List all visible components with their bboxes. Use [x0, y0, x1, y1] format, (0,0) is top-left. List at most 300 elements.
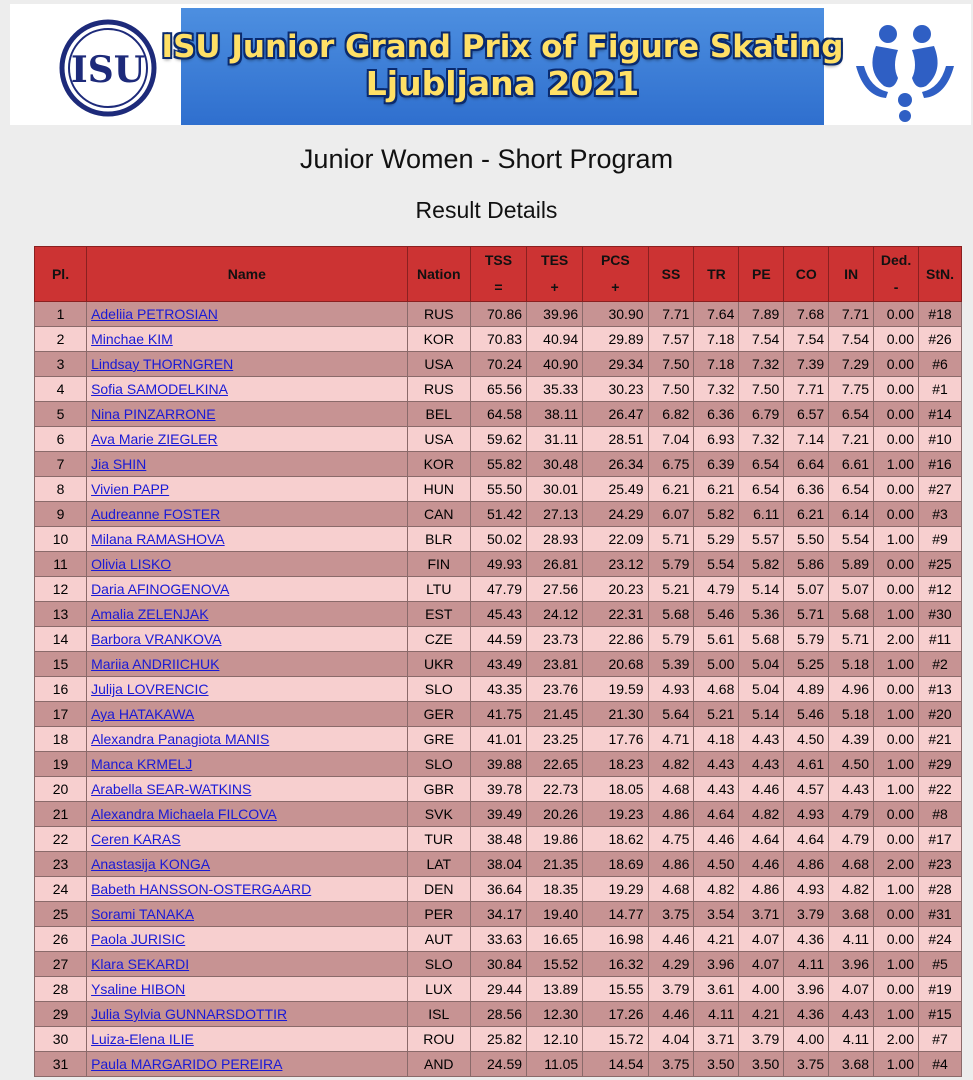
- cell-ss: 7.50: [648, 352, 694, 377]
- cell-name: [87, 627, 408, 652]
- table-row: [35, 427, 962, 452]
- col-header-nation: Nation: [407, 247, 470, 302]
- cell-tss: 39.49: [470, 802, 526, 827]
- cell-nation: USA: [407, 352, 470, 377]
- cell-pcs: 29.89: [583, 327, 648, 352]
- cell-tss: 36.64: [470, 877, 526, 902]
- col-header-tss-sub: =: [494, 279, 503, 295]
- event-title: Junior Women - Short Program: [299, 144, 674, 174]
- cell-ded: 1.00: [874, 527, 919, 552]
- cell-place: 23: [35, 852, 87, 877]
- cell-stn: #4: [919, 1052, 962, 1077]
- cell-place: 3: [35, 352, 87, 377]
- cell-name: [87, 752, 408, 777]
- cell-pcs: 14.54: [583, 1052, 648, 1077]
- skater-name-link[interactable]: Barbora VRANKOVA: [91, 631, 222, 647]
- cell-tss: 70.24: [470, 352, 526, 377]
- cell-co: 5.50: [784, 527, 829, 552]
- cell-in: 4.82: [829, 877, 874, 902]
- cell-pe: 3.79: [739, 1027, 784, 1052]
- cell-place: 22: [35, 827, 87, 852]
- cell-tr: 5.00: [694, 652, 739, 677]
- cell-pe: 4.21: [739, 1002, 784, 1027]
- table-row: [35, 1027, 962, 1052]
- col-header-stn: StN.: [919, 247, 962, 302]
- cell-tes: 19.86: [527, 827, 583, 852]
- cell-place: 14: [35, 627, 87, 652]
- cell-in: 4.11: [829, 1027, 874, 1052]
- cell-name: [87, 1002, 408, 1027]
- skater-name-link[interactable]: Alexandra Panagiota MANIS: [91, 731, 270, 747]
- cell-name: [87, 377, 408, 402]
- cell-pcs: 22.09: [583, 527, 648, 552]
- cell-nation: ISL: [407, 1002, 470, 1027]
- cell-tes: 24.12: [527, 602, 583, 627]
- cell-ded: 1.00: [874, 1052, 919, 1077]
- cell-tes: 35.33: [527, 377, 583, 402]
- cell-name: [87, 777, 408, 802]
- cell-stn: #27: [919, 477, 962, 502]
- cell-ded: 2.00: [874, 627, 919, 652]
- cell-stn: #29: [919, 752, 962, 777]
- cell-co: 7.39: [784, 352, 829, 377]
- cell-ss: 6.75: [648, 452, 694, 477]
- skater-name-link[interactable]: Ava Marie ZIEGLER: [91, 431, 218, 447]
- skater-name-link[interactable]: Sorami TANAKA: [91, 906, 195, 922]
- cell-stn: #12: [919, 577, 962, 602]
- skater-name-link[interactable]: Anastasija KONGA: [91, 856, 211, 872]
- cell-pcs: 16.32: [583, 952, 648, 977]
- cell-nation: BEL: [407, 402, 470, 427]
- cell-ss: 5.79: [648, 552, 694, 577]
- cell-pe: 6.79: [739, 402, 784, 427]
- cell-co: 3.75: [784, 1052, 829, 1077]
- cell-tr: 4.43: [694, 777, 739, 802]
- cell-co: 4.50: [784, 727, 829, 752]
- cell-ss: 5.79: [648, 627, 694, 652]
- cell-co: 4.00: [784, 1027, 829, 1052]
- cell-ss: 4.82: [648, 752, 694, 777]
- cell-ded: 0.00: [874, 402, 919, 427]
- cell-place: 20: [35, 777, 87, 802]
- cell-nation: PER: [407, 902, 470, 927]
- results-table-body: [35, 302, 962, 1077]
- cell-nation: BLR: [407, 527, 470, 552]
- cell-co: 6.21: [784, 502, 829, 527]
- cell-ded: 1.00: [874, 877, 919, 902]
- cell-ss: 7.57: [648, 327, 694, 352]
- cell-nation: USA: [407, 427, 470, 452]
- skater-name-link[interactable]: Ysaline HIBON: [91, 981, 186, 997]
- cell-place: 4: [35, 377, 87, 402]
- cell-stn: #31: [919, 902, 962, 927]
- cell-ss: 4.86: [648, 852, 694, 877]
- cell-pe: 5.14: [739, 577, 784, 602]
- cell-ded: 0.00: [874, 502, 919, 527]
- col-header-place: Pl.: [35, 247, 87, 302]
- cell-in: 4.50: [829, 752, 874, 777]
- cell-name: [87, 577, 408, 602]
- cell-tes: 13.89: [527, 977, 583, 1002]
- cell-ded: 1.00: [874, 1002, 919, 1027]
- cell-tss: 65.56: [470, 377, 526, 402]
- table-row: [35, 652, 962, 677]
- cell-nation: RUS: [407, 377, 470, 402]
- cell-co: 6.36: [784, 477, 829, 502]
- cell-tss: 43.35: [470, 677, 526, 702]
- cell-pcs: 18.62: [583, 827, 648, 852]
- cell-name: [87, 327, 408, 352]
- cell-tes: 15.52: [527, 952, 583, 977]
- cell-co: 5.71: [784, 602, 829, 627]
- skater-name-link[interactable]: Audreanne FOSTER: [91, 506, 221, 522]
- cell-tr: 4.21: [694, 927, 739, 952]
- cell-tss: 47.79: [470, 577, 526, 602]
- cell-place: 31: [35, 1052, 87, 1077]
- cell-pcs: 18.69: [583, 852, 648, 877]
- cell-tr: 3.71: [694, 1027, 739, 1052]
- cell-tss: 38.48: [470, 827, 526, 852]
- cell-tr: 4.64: [694, 802, 739, 827]
- col-header-tss: [470, 247, 526, 302]
- cell-name: [87, 677, 408, 702]
- cell-stn: #6: [919, 352, 962, 377]
- skater-name-link[interactable]: Vivien PAPP: [91, 481, 170, 497]
- cell-pcs: 22.31: [583, 602, 648, 627]
- skater-name-link[interactable]: Babeth HANSSON-OSTERGAARD: [91, 881, 312, 897]
- cell-in: 5.07: [829, 577, 874, 602]
- cell-pcs: 16.98: [583, 927, 648, 952]
- skater-name-link[interactable]: Ceren KARAS: [91, 831, 181, 847]
- cell-co: 4.57: [784, 777, 829, 802]
- cell-stn: #13: [919, 677, 962, 702]
- cell-nation: SLO: [407, 752, 470, 777]
- skater-name-link[interactable]: Daria AFINOGENOVA: [91, 581, 230, 597]
- cell-pe: 4.46: [739, 777, 784, 802]
- skater-name-link[interactable]: Aya HATAKAWA: [91, 706, 195, 722]
- cell-pe: 7.32: [739, 427, 784, 452]
- cell-tr: 3.96: [694, 952, 739, 977]
- cell-pcs: 24.29: [583, 502, 648, 527]
- cell-ss: 5.64: [648, 702, 694, 727]
- skater-name-link[interactable]: Olivia LISKO: [91, 556, 172, 572]
- cell-in: 7.75: [829, 377, 874, 402]
- cell-co: 5.25: [784, 652, 829, 677]
- cell-tes: 18.35: [527, 877, 583, 902]
- cell-co: 3.96: [784, 977, 829, 1002]
- cell-in: 5.71: [829, 627, 874, 652]
- skater-name-link[interactable]: Paola JURISIC: [91, 931, 186, 947]
- cell-in: 5.54: [829, 527, 874, 552]
- cell-ded: 0.00: [874, 352, 919, 377]
- col-header-ss: SS: [648, 247, 694, 302]
- cell-pe: 4.64: [739, 827, 784, 852]
- cell-pe: 5.82: [739, 552, 784, 577]
- cell-name: [87, 852, 408, 877]
- cell-place: 7: [35, 452, 87, 477]
- cell-ded: 1.00: [874, 777, 919, 802]
- cell-stn: #30: [919, 602, 962, 627]
- cell-name: [87, 952, 408, 977]
- skater-name-link[interactable]: Alexandra Michaela FILCOVA: [91, 806, 277, 822]
- cell-nation: LTU: [407, 577, 470, 602]
- table-row: [35, 877, 962, 902]
- cell-in: 4.68: [829, 852, 874, 877]
- cell-tr: 3.54: [694, 902, 739, 927]
- cell-pcs: 19.29: [583, 877, 648, 902]
- table-row: [35, 527, 962, 552]
- cell-name: [87, 452, 408, 477]
- cell-nation: SLO: [407, 952, 470, 977]
- cell-stn: #24: [919, 927, 962, 952]
- cell-place: 24: [35, 877, 87, 902]
- cell-pe: 7.50: [739, 377, 784, 402]
- cell-tr: 5.21: [694, 702, 739, 727]
- cell-tr: 4.79: [694, 577, 739, 602]
- cell-pe: 4.00: [739, 977, 784, 1002]
- skater-name-link[interactable]: Luiza-Elena ILIE: [91, 1031, 194, 1047]
- cell-place: 1: [35, 302, 87, 327]
- cell-nation: CZE: [407, 627, 470, 652]
- table-row: [35, 702, 962, 727]
- skater-name-link[interactable]: Minchae KIM: [91, 331, 173, 347]
- cell-tes: 22.73: [527, 777, 583, 802]
- cell-pcs: 25.49: [583, 477, 648, 502]
- cell-co: 4.93: [784, 877, 829, 902]
- table-row: [35, 502, 962, 527]
- cell-tes: 23.76: [527, 677, 583, 702]
- cell-pe: 4.46: [739, 852, 784, 877]
- cell-in: 4.79: [829, 827, 874, 852]
- cell-place: 13: [35, 602, 87, 627]
- cell-stn: #11: [919, 627, 962, 652]
- col-header-tes-label: TES: [541, 252, 569, 268]
- cell-tss: 39.88: [470, 752, 526, 777]
- skater-name-link[interactable]: Arabella SEAR-WATKINS: [91, 781, 252, 797]
- table-row: [35, 827, 962, 852]
- cell-in: 4.43: [829, 1002, 874, 1027]
- cell-nation: EST: [407, 602, 470, 627]
- skater-name-link[interactable]: Lindsay THORNGREN: [91, 356, 234, 372]
- cell-ded: 1.00: [874, 702, 919, 727]
- cell-ss: 7.71: [648, 302, 694, 327]
- col-header-tes-sub: +: [550, 279, 559, 295]
- cell-pcs: 19.23: [583, 802, 648, 827]
- cell-tes: 21.45: [527, 702, 583, 727]
- cell-tss: 38.04: [470, 852, 526, 877]
- cell-stn: #8: [919, 802, 962, 827]
- cell-ss: 3.75: [648, 902, 694, 927]
- skater-name-link[interactable]: Julija LOVRENCIC: [91, 681, 209, 697]
- table-row: [35, 1052, 962, 1077]
- cell-ss: 4.86: [648, 802, 694, 827]
- cell-place: 25: [35, 902, 87, 927]
- col-header-pcs-label: PCS: [600, 252, 630, 268]
- table-row: [35, 352, 962, 377]
- cell-ded: 0.00: [874, 727, 919, 752]
- skater-name-link[interactable]: Amalia ZELENJAK: [91, 606, 209, 622]
- cell-tes: 27.56: [527, 577, 583, 602]
- cell-co: 5.07: [784, 577, 829, 602]
- cell-nation: LUX: [407, 977, 470, 1002]
- cell-tes: 23.25: [527, 727, 583, 752]
- cell-name: [87, 977, 408, 1002]
- banner-title: ISU Junior Grand Prix of Figure Skating: [161, 28, 844, 65]
- cell-name: [87, 802, 408, 827]
- cell-name: [87, 352, 408, 377]
- cell-tss: 24.59: [470, 1052, 526, 1077]
- cell-tr: 3.61: [694, 977, 739, 1002]
- cell-nation: LAT: [407, 852, 470, 877]
- cell-tes: 40.94: [527, 327, 583, 352]
- cell-pcs: 28.51: [583, 427, 648, 452]
- cell-pe: 3.50: [739, 1052, 784, 1077]
- isu-logo-text: ISU: [70, 49, 146, 91]
- cell-ss: 3.79: [648, 977, 694, 1002]
- cell-pe: 4.43: [739, 752, 784, 777]
- cell-co: 7.71: [784, 377, 829, 402]
- cell-in: 4.79: [829, 802, 874, 827]
- skater-name-link[interactable]: Julia Sylvia GUNNARSDOTTIR: [91, 1006, 288, 1022]
- cell-nation: GRE: [407, 727, 470, 752]
- col-header-tr: TR: [694, 247, 739, 302]
- cell-tes: 27.13: [527, 502, 583, 527]
- cell-pcs: 18.23: [583, 752, 648, 777]
- cell-ded: 1.00: [874, 752, 919, 777]
- cell-in: 4.11: [829, 927, 874, 952]
- cell-in: 3.68: [829, 1052, 874, 1077]
- cell-stn: #9: [919, 527, 962, 552]
- cell-name: [87, 402, 408, 427]
- cell-name: [87, 1052, 408, 1077]
- cell-tr: 7.64: [694, 302, 739, 327]
- cell-tss: 70.86: [470, 302, 526, 327]
- cell-in: 3.68: [829, 902, 874, 927]
- cell-pcs: 17.26: [583, 1002, 648, 1027]
- skater-name-link[interactable]: Jia SHIN: [91, 456, 147, 472]
- cell-ss: 7.50: [648, 377, 694, 402]
- skater-name-link[interactable]: Manca KRMELJ: [91, 756, 193, 772]
- cell-ss: 6.07: [648, 502, 694, 527]
- cell-stn: #26: [919, 327, 962, 352]
- cell-tes: 38.11: [527, 402, 583, 427]
- cell-co: 4.36: [784, 927, 829, 952]
- cell-pe: 7.89: [739, 302, 784, 327]
- cell-tr: 4.11: [694, 1002, 739, 1027]
- cell-stn: #7: [919, 1027, 962, 1052]
- cell-place: 18: [35, 727, 87, 752]
- cell-tr: 5.82: [694, 502, 739, 527]
- cell-co: 5.86: [784, 552, 829, 577]
- cell-tss: 51.42: [470, 502, 526, 527]
- cell-stn: #21: [919, 727, 962, 752]
- cell-in: 3.96: [829, 952, 874, 977]
- cell-stn: #5: [919, 952, 962, 977]
- cell-pcs: 19.59: [583, 677, 648, 702]
- cell-ded: 0.00: [874, 327, 919, 352]
- cell-co: 4.36: [784, 1002, 829, 1027]
- cell-ss: 4.68: [648, 777, 694, 802]
- table-row: [35, 977, 962, 1002]
- table-row: [35, 577, 962, 602]
- cell-nation: GER: [407, 702, 470, 727]
- cell-stn: #22: [919, 777, 962, 802]
- cell-pe: 7.54: [739, 327, 784, 352]
- cell-name: [87, 927, 408, 952]
- cell-ss: 3.75: [648, 1052, 694, 1077]
- cell-tes: 23.81: [527, 652, 583, 677]
- cell-nation: RUS: [407, 302, 470, 327]
- skater-name-link[interactable]: Mariia ANDRIICHUK: [91, 656, 220, 672]
- table-row: [35, 852, 962, 877]
- skater-name-link[interactable]: Klara SEKARDI: [91, 956, 190, 972]
- header-banner: [10, 4, 971, 125]
- cell-tss: 50.02: [470, 527, 526, 552]
- cell-tr: 6.21: [694, 477, 739, 502]
- cell-ded: 1.00: [874, 952, 919, 977]
- cell-in: 5.18: [829, 652, 874, 677]
- cell-co: 5.79: [784, 627, 829, 652]
- cell-tss: 64.58: [470, 402, 526, 427]
- cell-name: [87, 652, 408, 677]
- cell-tes: 21.35: [527, 852, 583, 877]
- cell-pcs: 21.30: [583, 702, 648, 727]
- cell-pcs: 14.77: [583, 902, 648, 927]
- skater-name-link[interactable]: Nina PINZARRONE: [91, 406, 216, 422]
- cell-tes: 26.81: [527, 552, 583, 577]
- cell-place: 15: [35, 652, 87, 677]
- skater-name-link[interactable]: Sofia SAMODELKINA: [91, 381, 228, 397]
- cell-nation: AND: [407, 1052, 470, 1077]
- results-table: [34, 246, 962, 1077]
- cell-co: 6.57: [784, 402, 829, 427]
- skater-name-link[interactable]: Adeliia PETROSIAN: [91, 306, 218, 322]
- cell-ded: 0.00: [874, 677, 919, 702]
- cell-tr: 7.18: [694, 327, 739, 352]
- cell-ded: 1.00: [874, 652, 919, 677]
- cell-tss: 45.43: [470, 602, 526, 627]
- cell-ss: 5.21: [648, 577, 694, 602]
- cell-tss: 41.75: [470, 702, 526, 727]
- skater-name-link[interactable]: Milana RAMASHOVA: [91, 531, 225, 547]
- cell-place: 5: [35, 402, 87, 427]
- cell-tr: 6.93: [694, 427, 739, 452]
- banner-location: Ljubljana 2021: [365, 64, 640, 104]
- col-header-ded-sub: -: [893, 279, 899, 295]
- cell-stn: #10: [919, 427, 962, 452]
- table-row: [35, 377, 962, 402]
- cell-stn: #3: [919, 502, 962, 527]
- skater-name-link[interactable]: Paula MARGARIDO PEREIRA: [91, 1056, 283, 1072]
- cell-pe: 6.54: [739, 477, 784, 502]
- cell-tss: 25.82: [470, 1027, 526, 1052]
- cell-nation: CAN: [407, 502, 470, 527]
- cell-pe: 3.71: [739, 902, 784, 927]
- cell-name: [87, 552, 408, 577]
- cell-ded: 0.00: [874, 802, 919, 827]
- cell-ded: 0.00: [874, 827, 919, 852]
- cell-pe: 5.36: [739, 602, 784, 627]
- cell-ded: 2.00: [874, 852, 919, 877]
- cell-ded: 1.00: [874, 452, 919, 477]
- cell-tss: 55.82: [470, 452, 526, 477]
- cell-tr: 5.54: [694, 552, 739, 577]
- cell-tr: 4.50: [694, 852, 739, 877]
- cell-tss: 59.62: [470, 427, 526, 452]
- cell-place: 17: [35, 702, 87, 727]
- cell-in: 7.21: [829, 427, 874, 452]
- cell-stn: #19: [919, 977, 962, 1002]
